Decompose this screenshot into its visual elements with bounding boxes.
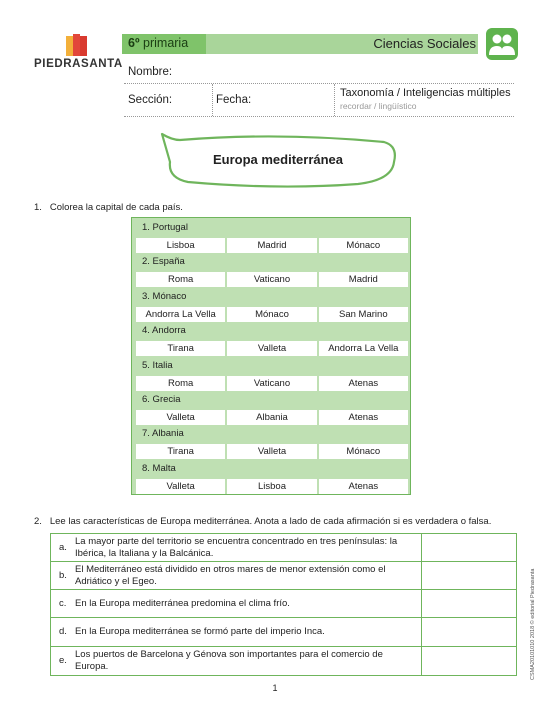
options-row — [136, 410, 408, 425]
grade-label: 6º primaria — [128, 36, 189, 50]
capital-option[interactable]: Andorra La Vella — [319, 341, 408, 356]
statement-row — [51, 562, 516, 590]
statement-body: En la Europa mediterránea se formó parte del imperio Inca. — [75, 626, 325, 638]
options-row — [136, 444, 408, 459]
capital-option[interactable]: Lisboa — [227, 479, 316, 494]
statement-body: La mayor parte del territorio se encuentra concentrado en tres penínsulas: la Ibérica, la Italiana y la Balcánica. — [75, 535, 398, 559]
statement-text — [59, 534, 417, 562]
nombre-label: Nombre: — [128, 66, 173, 78]
country-label: 2. España — [142, 256, 185, 268]
answer-field[interactable] — [421, 534, 516, 561]
options-row — [136, 376, 408, 391]
options-row — [136, 307, 408, 322]
question-2: 2. Lee las características de Europa mediterránea. Anota a lado de cada afirmación si es verdadera o falsa. — [34, 516, 492, 527]
capital-option[interactable]: Madrid — [227, 238, 316, 253]
capital-option[interactable]: Vaticano — [227, 272, 316, 287]
statement-letter: b. — [59, 569, 67, 581]
statement-letter: a. — [59, 541, 67, 553]
capital-option[interactable]: Tirana — [136, 444, 225, 459]
capital-option[interactable]: Mónaco — [319, 444, 408, 459]
capital-option[interactable]: Valleta — [227, 341, 316, 356]
divider — [124, 83, 514, 84]
country-label: 8. Malta — [142, 462, 176, 474]
fecha-label: Fecha: — [216, 94, 252, 106]
capital-option[interactable]: Albania — [227, 410, 316, 425]
capital-option[interactable]: Andorra La Vella — [136, 307, 225, 322]
team-icon — [486, 28, 518, 60]
country-label: 7. Albania — [142, 428, 184, 440]
divider — [334, 84, 335, 116]
country-label: 1. Portugal — [142, 222, 188, 233]
statement-text — [59, 647, 417, 675]
capital-option[interactable]: Madrid — [319, 272, 408, 287]
taxonomia-label: Taxonomía / Inteligencias múltiples — [340, 87, 511, 99]
capitals-table — [131, 217, 411, 495]
capital-option[interactable]: Atenas — [319, 410, 408, 425]
brand-logo-text: PIEDRASANTA — [34, 58, 123, 70]
book-logo-icon — [66, 34, 88, 58]
country-label: 4. Andorra — [142, 325, 186, 337]
answer-field[interactable] — [421, 647, 516, 675]
statement-letter: d. — [59, 626, 67, 638]
options-row — [136, 341, 408, 356]
capital-option[interactable]: Mónaco — [319, 238, 408, 253]
page-title: Europa mediterránea — [212, 152, 344, 167]
country-label: 5. Italia — [142, 359, 173, 371]
options-row — [136, 238, 408, 253]
statement-letter: c. — [59, 597, 67, 609]
question-1: 1. Colorea la capital de cada país. — [34, 202, 183, 213]
capital-option[interactable]: Tirana — [136, 341, 225, 356]
statement-row — [51, 618, 516, 647]
divider — [124, 116, 514, 117]
capital-option[interactable]: Mónaco — [227, 307, 316, 322]
capital-option[interactable]: Atenas — [319, 376, 408, 391]
statement-text — [59, 590, 417, 618]
capital-option[interactable]: Atenas — [319, 479, 408, 494]
side-code: CSMA20101010 2018 © editorial Piedrasanta — [530, 568, 536, 680]
capital-option[interactable]: Roma — [136, 272, 225, 287]
capital-option[interactable]: Valleta — [136, 479, 225, 494]
answer-field[interactable] — [421, 618, 516, 646]
answer-field[interactable] — [421, 562, 516, 589]
subject-label: Ciencias Sociales — [373, 36, 476, 51]
taxonomia-sub: recordar / lingüístico — [340, 101, 417, 111]
options-row — [136, 479, 408, 494]
true-false-table — [50, 533, 517, 676]
statement-body: Los puertos de Barcelona y Génova son importantes para el comercio de Europa. — [75, 648, 383, 672]
statement-letter: e. — [59, 654, 67, 666]
statement-row — [51, 534, 516, 562]
capital-option[interactable]: Valleta — [227, 444, 316, 459]
answer-field[interactable] — [421, 590, 516, 617]
statement-text — [59, 562, 417, 590]
capital-option[interactable]: Roma — [136, 376, 225, 391]
statement-row — [51, 647, 516, 675]
statement-body: El Mediterráneo está dividido en otros mares de menor extensión como el Adriático y el Egeo. — [75, 563, 386, 587]
capital-option[interactable]: Valleta — [136, 410, 225, 425]
capital-option[interactable]: San Marino — [319, 307, 408, 322]
statement-row — [51, 590, 516, 618]
country-label: 6. Grecia — [142, 394, 181, 405]
options-row — [136, 272, 408, 287]
statement-body: En la Europa mediterránea predomina el clima frío. — [75, 597, 290, 609]
page-number: 1 — [272, 683, 278, 693]
capital-option[interactable]: Vaticano — [227, 376, 316, 391]
country-label: 3. Mónaco — [142, 290, 187, 302]
statement-text — [59, 618, 417, 647]
seccion-label: Sección: — [128, 94, 173, 106]
divider — [212, 84, 213, 116]
capital-option[interactable]: Lisboa — [136, 238, 225, 253]
